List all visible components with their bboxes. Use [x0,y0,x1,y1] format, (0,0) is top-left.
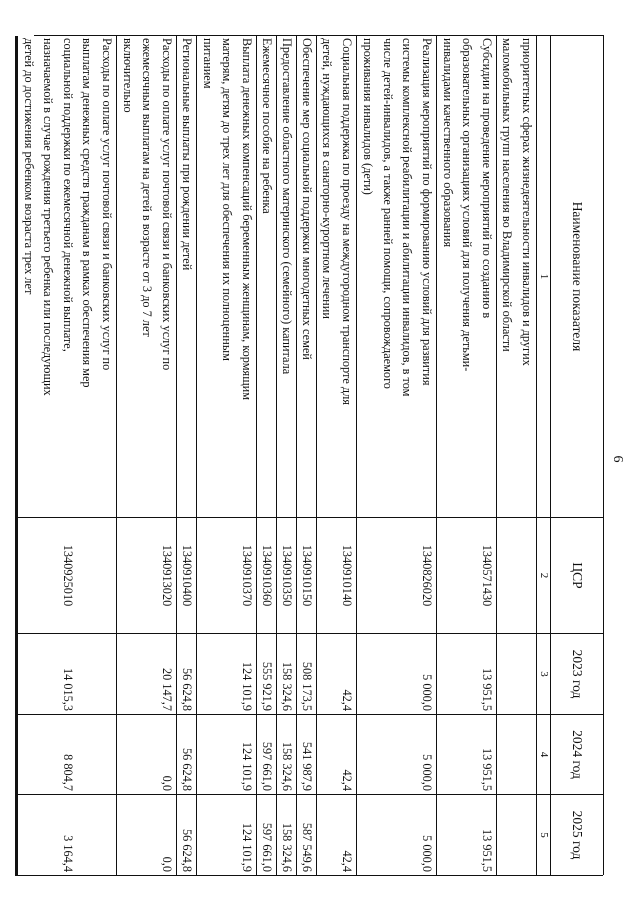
row-name: Расходы по оплате услуг почтовой связи и банковских услуг по ежемесячным выплатам на детей в возрасте от 3 до 7 лет включительно [116,36,176,518]
header-name: Наименование показателя [550,36,603,518]
budget-table [21,35,604,875]
row-csr: 1340910360 [256,518,276,634]
row-value-2023 [16,634,17,715]
row-value-2025 [16,795,17,876]
row-value-2024: 597 661,0 [256,715,276,795]
row-value-2024: 0,0 [116,715,176,795]
row-value-2023 [496,634,536,715]
row-value-2024: 5 000,0 [356,715,436,795]
header-2023: 2023 год [550,634,603,715]
row-value-2023: 158 324,6 [276,634,296,715]
row-name: Социальная поддержка по проезду на междугородном транспорте для детей, нуждающихся в санаторно-курортном лечении [316,36,356,518]
row-value-2023: 56 624,8 [176,634,196,715]
column-number: 4 [536,715,550,795]
row-csr: 1340910370 [196,518,256,634]
row-value-2025: 158 324,6 [276,795,296,876]
row-value-2024 [15,715,16,795]
column-number: 2 [536,518,550,634]
row-value-2023: 124 101,9 [196,634,256,715]
row-name: Реализация мероприятий по формированию условий для развития системы комплексной реабилитации и абилитации инвалидов, в том числе детей-инвалидов, а также ранней помощи, сопровождаемого проживания инвалидов (дети) [356,36,436,518]
row-name: Обеспечение мер социальной поддержки многодетных семей [296,36,316,518]
row-value-2024: 42,4 [316,715,356,795]
row-name: Региональные выплаты при рождении детей [176,36,196,518]
row-csr [15,518,16,634]
row-value-2023: 5 000,0 [356,634,436,715]
row-value-2023: 42,4 [316,634,356,715]
row-value-2024: 8 804,7 [17,715,116,795]
row-value-2025: 5 000,0 [356,795,436,876]
row-value-2025: 124 101,9 [196,795,256,876]
row-csr: 1340925010 [17,518,116,634]
row-name [16,36,17,518]
row-value-2024: 124 101,9 [196,715,256,795]
row-csr: 1340826020 [356,518,436,634]
row-value-2025: 56 624,8 [176,795,196,876]
row-value-2023: 555 921,9 [256,634,276,715]
row-value-2025: 0,0 [116,795,176,876]
row-value-2025: 3 164,4 [17,795,116,876]
row-value-2024: 158 324,6 [276,715,296,795]
row-csr [16,518,17,634]
row-value-2023: 14 015,3 [17,634,116,715]
header-2025: 2025 год [550,795,603,876]
row-value-2023 [15,634,16,715]
row-value-2024: 541 987,9 [296,715,316,795]
row-value-2025: 587 549,6 [296,795,316,876]
row-csr: 1340571430 [436,518,496,634]
row-csr: 1340910140 [316,518,356,634]
row-csr: 1340910400 [176,518,196,634]
row-csr: 1340913020 [116,518,176,634]
row-value-2023: 13 951,5 [436,634,496,715]
header-csr: ЦСР [550,518,603,634]
row-value-2024: 56 624,8 [176,715,196,795]
column-number: 5 [536,795,550,876]
row-csr: 1340910350 [276,518,296,634]
row-csr: 1340910150 [296,518,316,634]
row-name: Расходы по оплате услуг почтовой связи и банковских услуг по выплатам денежных средств гражданам в рамках обеспечения мер социальной поддержки по ежемесячной денежной выплате, назначаемой в случае рождения третьего ребенка или последующих детей до достижения ребенком возраста трех лет [17,36,116,518]
page-number: 6 [610,455,625,463]
row-value-2024: 13 951,5 [436,715,496,795]
row-name: Ежемесячное пособие на ребенка [256,36,276,518]
row-name [15,36,16,518]
row-value-2025 [15,795,16,876]
row-value-2023: 508 173,5 [296,634,316,715]
row-name: Выплата денежных компенсаций беременным женщинам, кормящим матерям, детям до трех лет для обеспечения их полноценным питанием [196,36,256,518]
row-value-2025: 42,4 [316,795,356,876]
column-number: 3 [536,634,550,715]
column-number: 1 [536,36,550,518]
header-2024: 2024 год [550,715,603,795]
row-value-2025: 597 661,0 [256,795,276,876]
row-name: Субсидии на проведение мероприятий по созданию в образовательных организациях условий для получения детьми- инвалидами качественного образования [436,36,496,518]
row-value-2024 [16,715,17,795]
row-value-2023: 20 147,7 [116,634,176,715]
row-csr [496,518,536,634]
row-value-2024 [496,715,536,795]
row-value-2025 [496,795,536,876]
row-name: Предоставление областного материнского (семейного) капитала [276,36,296,518]
row-value-2025: 13 951,5 [436,795,496,876]
row-name: приоритетных сферах жизнедеятельности инвалидов и других маломобильных групп населения во Владимирской области [496,36,536,518]
